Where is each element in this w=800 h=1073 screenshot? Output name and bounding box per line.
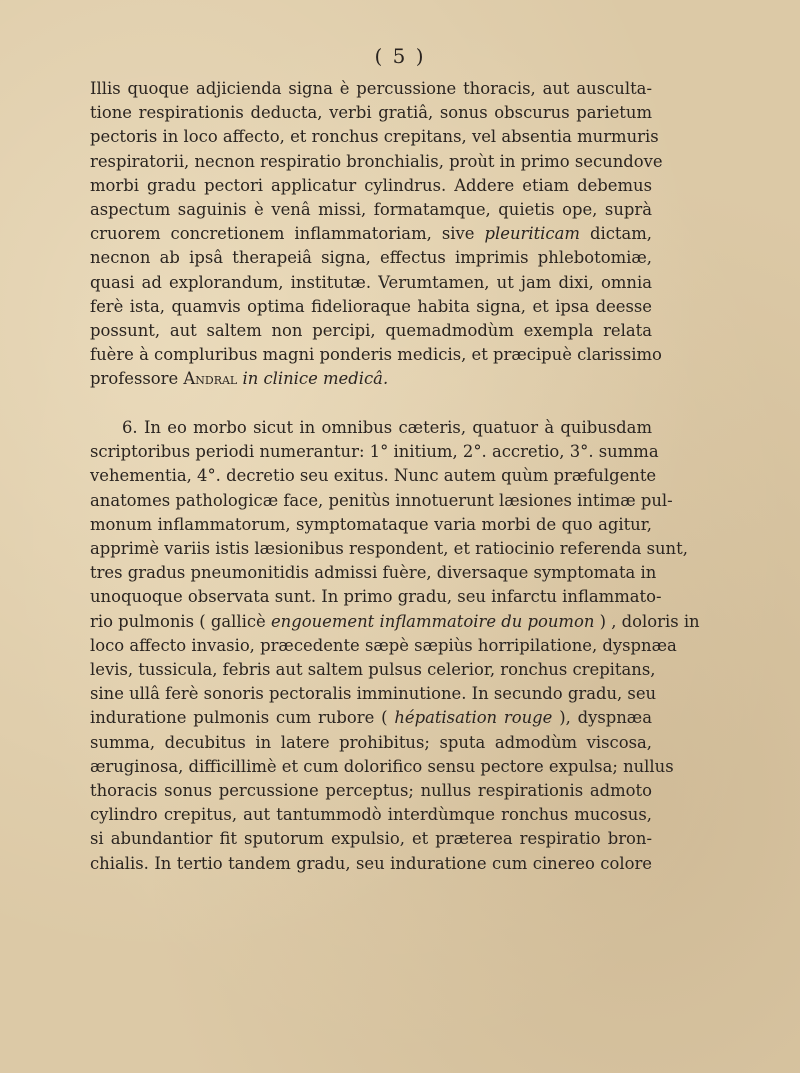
text-line: si abundantior fit sputorum expulsio, et præterea respiratio bron- bbox=[90, 829, 652, 849]
text-line: rio pulmonis ( gallicè engouement inflammatoire du poumon ) , doloris in bbox=[90, 611, 700, 631]
text-line: monum inflammatorum, symptomataque varia morbi de quo agitur, bbox=[90, 514, 652, 534]
italic-term: engouement inflammatoire du poumon bbox=[270, 611, 595, 631]
text-line: respiratorii, necnon respiratio bronchialis, proùt in primo secundove bbox=[90, 151, 663, 171]
text-line: cruorem concretionem inflammatoriam, sive pleuriticam dictam, bbox=[90, 224, 652, 244]
text-line: tres gradus pneumonitidis admissi fuère, diversaque symptomata in bbox=[90, 563, 657, 583]
text-line: loco affecto invasio, præcedente sæpè sæpiùs horripilatione, dyspnæa bbox=[90, 635, 677, 655]
text-line: quasi ad explorandum, institutæ. Verumtamen, ut jam dixi, omnia bbox=[90, 272, 652, 292]
text-line: necnon ab ipsâ therapeiâ signa, effectus imprimis phlebotomiæ, bbox=[90, 248, 652, 268]
text-line: apprimè variis istis læsionibus respondent, et ratiocinio referenda sunt, bbox=[90, 539, 688, 559]
text-line: possunt, aut saltem non percipi, quemadmodùm exempla relata bbox=[90, 321, 652, 341]
text-line: tione respirationis deducta, verbi gratiâ, sonus obscurus parietum bbox=[90, 103, 652, 123]
text-line: cylindro crepitus, aut tantummodò interdùmque ronchus mucosus, bbox=[90, 805, 652, 825]
text-line: chialis. In tertio tandem gradu, seu induratione cum cinereo colore bbox=[90, 853, 652, 873]
text-line: morbi gradu pectori applicatur cylindrus. Addere etiam debemus bbox=[90, 175, 652, 195]
text-line: induratione pulmonis cum rubore ( hépatisation rouge ), dyspnæa bbox=[90, 708, 652, 728]
paragraph-5-continued bbox=[90, 77, 663, 392]
text-line: sine ullâ ferè sonoris pectoralis imminutione. In secundo gradu, seu bbox=[90, 684, 657, 704]
page-number: ( 5 ) bbox=[374, 44, 426, 68]
text-line: fuère à compluribus magni ponderis medicis, et præcipuè clarissimo bbox=[90, 345, 662, 365]
author-name: Andral bbox=[183, 369, 238, 389]
italic-term: hépatisation rouge bbox=[394, 708, 553, 728]
text-line: vehementia, 4°. decretio seu exitus. Nunc autem quùm præfulgente bbox=[90, 466, 657, 486]
text-line: summa, decubitus in latere prohibitus; sputa admodùm viscosa, bbox=[90, 732, 652, 752]
text-line: 6. In eo morbo sicut in omnibus cæteris, quatuor à quibusdam bbox=[122, 418, 652, 437]
text-line: professore Andral in clinice medicâ. bbox=[90, 369, 389, 389]
text-line: scriptoribus periodi numerantur: 1° initium, 2°. accretio, 3°. summa bbox=[90, 442, 659, 462]
text-line: unoquoque observata sunt. In primo gradu, seu infarctu inflammato- bbox=[90, 587, 662, 607]
text-line: aspectum saguinis è venâ missi, formatamque, quietis ope, suprà bbox=[90, 200, 652, 220]
paragraph-6 bbox=[90, 416, 700, 876]
text-line: ferè ista, quamvis optima fidelioraque habita signa, et ipsa deesse bbox=[90, 296, 652, 316]
italic-term: pleuriticam bbox=[484, 224, 580, 244]
text-line: levis, tussicula, febris aut saltem pulsus celerior, ronchus crepitans, bbox=[90, 660, 656, 680]
text-line: thoracis sonus percussione perceptus; nullus respirationis admoto bbox=[90, 781, 652, 801]
text-line: æruginosa, difficillimè et cum dolorifico sensu pectore expulsa; nullus bbox=[90, 756, 674, 776]
text-line: anatomes pathologicæ face, penitùs innotuerunt læsiones intimæ pul- bbox=[90, 490, 673, 510]
text-line: Illis quoque adjicienda signa è percussione thoracis, aut ausculta- bbox=[90, 79, 652, 98]
text-line: pectoris in loco affecto, et ronchus crepitans, vel absentia murmuris bbox=[90, 127, 659, 147]
italic-title: in clinice medicâ. bbox=[242, 369, 389, 389]
